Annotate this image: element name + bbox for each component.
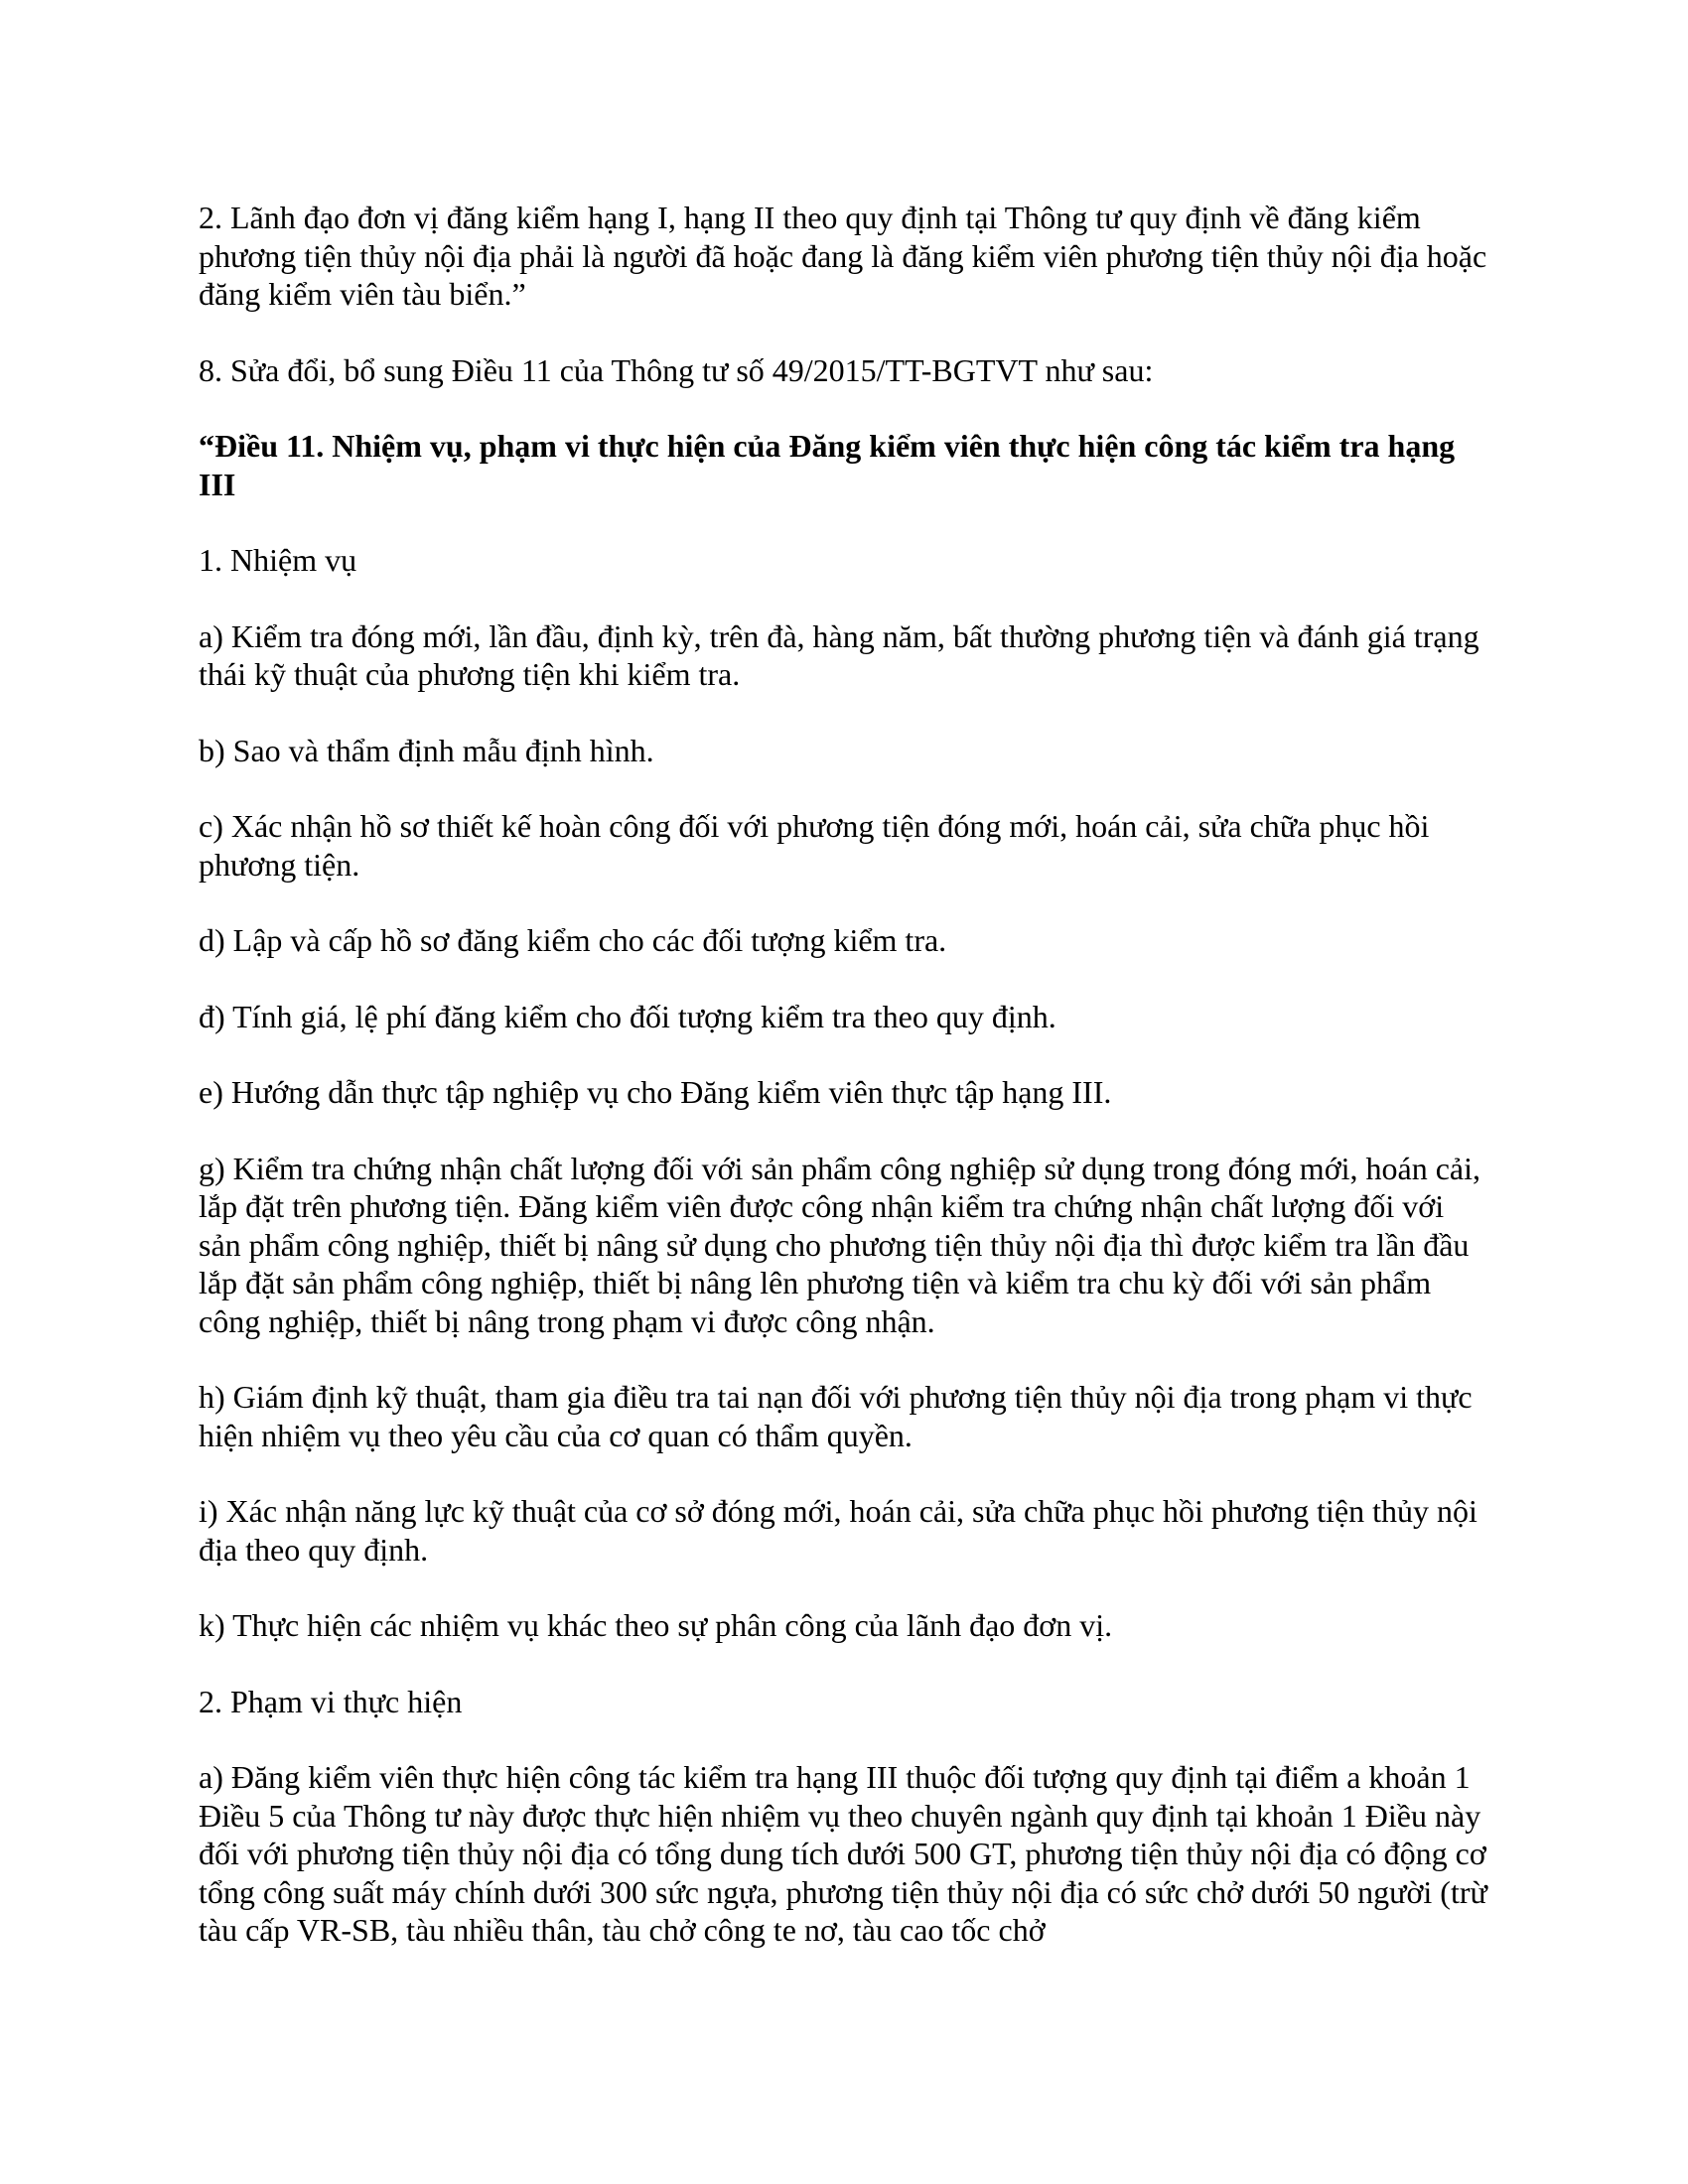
- paragraph-clause-2: 2. Lãnh đạo đơn vị đăng kiểm hạng I, hạng II theo quy định tại Thông tư quy định về đăng kiểm phương tiện thủy nội địa phải là người đã hoặc đang là đăng kiểm viên phương tiện thủy nội địa hoặc đăng kiểm viên tàu biển.”: [199, 200, 1487, 312]
- paragraph-amendment-8: 8. Sửa đổi, bổ sung Điều 11 của Thông tư số 49/2015/TT-BGTVT như sau:: [199, 351, 1154, 388]
- list-item-dd: đ) Tính giá, lệ phí đăng kiểm cho đối tượng kiểm tra theo quy định.: [199, 998, 1056, 1034]
- article-11-heading: “Điều 11. Nhiệm vụ, phạm vi thực hiện của Đăng kiểm viên thực hiện công tác kiểm tra hạng III: [199, 428, 1456, 502]
- list-item-e: e) Hướng dẫn thực tập nghiệp vụ cho Đăng kiểm viên thực tập hạng III.: [199, 1074, 1112, 1110]
- list-item-k: k) Thực hiện các nhiệm vụ khác theo sự phân công của lãnh đạo đơn vị.: [199, 1607, 1113, 1643]
- list-item-h: h) Giám định kỹ thuật, tham gia điều tra tai nạn đối với phương tiện thủy nội địa trong phạm vi thực hiện nhiệm vụ theo yêu cầu của cơ quan có thẩm quyền.: [199, 1379, 1473, 1453]
- document-page: [199, 199, 1489, 1987]
- list-item-a: a) Kiểm tra đóng mới, lần đầu, định kỳ, trên đà, hàng năm, bất thường phương tiện và đánh giá trạng thái kỹ thuật của phương tiện khi kiểm tra.: [199, 617, 1479, 692]
- section-heading-scope: 2. Phạm vi thực hiện: [199, 1683, 463, 1719]
- list-item-b: b) Sao và thẩm định mẫu định hình.: [199, 732, 654, 768]
- section-heading-duties: 1. Nhiệm vụ: [199, 542, 357, 578]
- list-item-d: d) Lập và cấp hồ sơ đăng kiểm cho các đối tượng kiểm tra.: [199, 922, 947, 958]
- list-item-i: i) Xác nhận năng lực kỹ thuật của cơ sở đóng mới, hoán cải, sửa chữa phục hồi phương tiện thủy nội địa theo quy định.: [199, 1493, 1477, 1568]
- scope-item-a: a) Đăng kiểm viên thực hiện công tác kiểm tra hạng III thuộc đối tượng quy định tại điểm a khoản 1 Điều 5 của Thông tư này được thực hiện nhiệm vụ theo chuyên ngành quy định tại khoản 1 Điều này đối với phương tiện thủy nội địa có tổng dung tích dưới 500 GT, phương tiện thủy nội địa có động cơ tổng công suất máy chính dưới 300 sức ngựa, phương tiện thủy nội địa có sức chở dưới 50 người (trừ tàu cấp VR-SB, tàu nhiều thân, tàu chở công te nơ, tàu cao tốc chở: [199, 1759, 1487, 1948]
- list-item-c: c) Xác nhận hồ sơ thiết kế hoàn công đối với phương tiện đóng mới, hoán cải, sửa chữa phục hồi phương tiện.: [199, 808, 1430, 883]
- list-item-g: g) Kiểm tra chứng nhận chất lượng đối với sản phẩm công nghiệp sử dụng trong đóng mới, hoán cải, lắp đặt trên phương tiện. Đăng kiểm viên được công nhận kiểm tra chứng nhận chất lượng đối với sản phẩm công nghiệp, thiết bị nâng sử dụng cho phương tiện thủy nội địa thì được kiểm tra lần đầu lắp đặt sản phẩm công nghiệp, thiết bị nâng lên phương tiện và kiểm tra chu kỳ đối với sản phẩm công nghiệp, thiết bị nâng trong phạm vi được công nhận.: [199, 1150, 1480, 1339]
